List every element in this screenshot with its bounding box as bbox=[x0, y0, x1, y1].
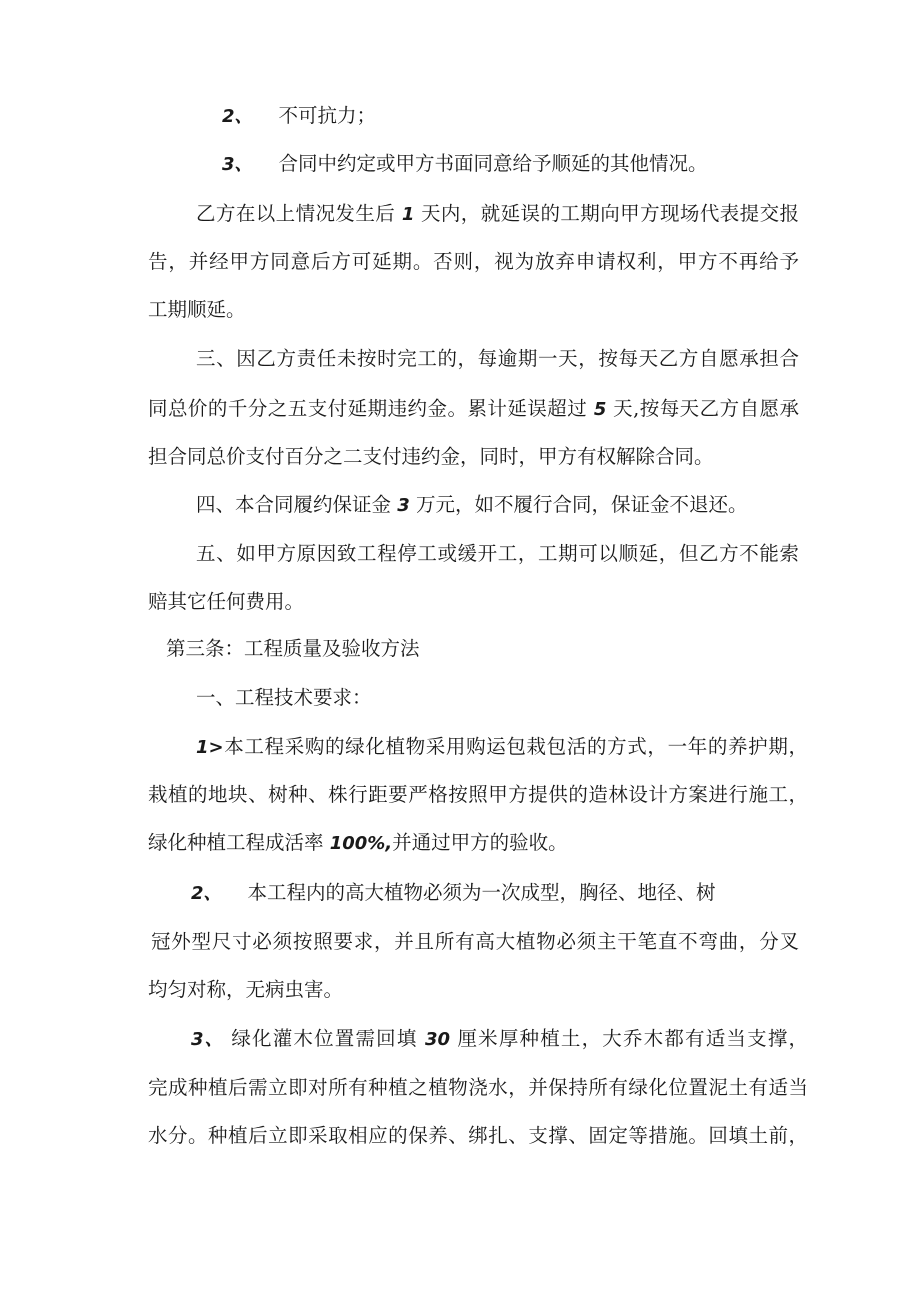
number-run: 5 bbox=[593, 399, 607, 420]
text-run: 万元，如不履行合同，保证金不退还。 bbox=[415, 493, 748, 516]
requirement-2-line-2: 冠外型尺寸必须按照要求，并且所有高大植物必须主干笔直不弯曲，分叉 bbox=[151, 930, 799, 953]
clause-4 bbox=[196, 492, 747, 519]
text-run: 乙方在以上情况发生后 bbox=[196, 202, 396, 225]
number-run: 100%, bbox=[329, 833, 393, 854]
item-number: 3、 bbox=[222, 154, 253, 175]
requirement-3-line-1 bbox=[191, 1026, 808, 1053]
text-run: 同总价的千分之五支付延期违约金。累计延误超过 bbox=[148, 397, 588, 420]
delay-report-line-3: 工期顺延。 bbox=[148, 298, 246, 321]
requirement-2-line-3: 均匀对称，无病虫害。 bbox=[148, 978, 344, 1001]
text-run: 天,按每天乙方自愿承 bbox=[613, 397, 799, 420]
requirement-3-line-3: 水分。种植后立即采取相应的保养、绑扎、支撑、固定等措施。回填土前， bbox=[148, 1124, 808, 1147]
item-number: 2、 bbox=[191, 883, 222, 904]
item-3 bbox=[222, 151, 708, 178]
item-text: 不可抗力； bbox=[278, 104, 377, 127]
text-run: 绿化灌木位置需回填 bbox=[231, 1027, 418, 1050]
clause-3-line-2 bbox=[148, 396, 799, 423]
delay-report-line-2: 告，并经甲方同意后方可延期。否则，视为放弃申请权利，甲方不再给予 bbox=[148, 250, 799, 273]
clause-5-line-1: 五、如甲方原因致工程停工或缓开工，工期可以顺延，但乙方不能索 bbox=[196, 542, 799, 565]
number-run: 3 bbox=[397, 495, 410, 516]
text-run: 本工程采购的绿化植物采用购运包栽包活的方式，一年的养护期， bbox=[223, 735, 808, 758]
text-run: 绿化种植工程成活率 bbox=[148, 831, 324, 854]
delay-report-line-1 bbox=[196, 201, 799, 228]
text-run: 天内，就延误的工期向甲方现场代表提交报 bbox=[420, 202, 799, 225]
number-run: 30 bbox=[424, 1029, 451, 1050]
clause-5-line-2: 赔其它任何费用。 bbox=[148, 590, 305, 613]
tech-requirements-title: 一、工程技术要求： bbox=[196, 686, 372, 709]
text-run: 并通过甲方的验收。 bbox=[392, 831, 568, 854]
article-3-title: 第三条：工程质量及验收方法 bbox=[166, 637, 420, 660]
item-number: 2、 bbox=[222, 106, 253, 127]
number-run: 1 bbox=[401, 204, 415, 225]
requirement-1-line-2: 栽植的地块、树种、株行距要严格按照甲方提供的造林设计方案进行施工， bbox=[148, 783, 808, 806]
item-number: 3、 bbox=[191, 1029, 224, 1050]
text-run: 厘米厚种植土，大乔木都有适当支撑， bbox=[457, 1027, 809, 1050]
requirement-1-line-1 bbox=[196, 734, 808, 761]
clause-3-line-3: 担合同总价支付百分之二支付违约金，同时，甲方有权解除合同。 bbox=[148, 445, 714, 468]
requirement-2-line-1 bbox=[191, 880, 716, 907]
clause-3-line-1: 三、因乙方责任未按时完工的，每逾期一天，按每天乙方自愿承担合 bbox=[196, 347, 799, 370]
requirement-3-line-2: 完成种植后需立即对所有种植之植物浇水，并保持所有绿化位置泥土有适当 bbox=[148, 1076, 808, 1099]
item-2 bbox=[222, 103, 376, 130]
item-number: 1> bbox=[196, 737, 224, 758]
text-run: 四、本合同履约保证金 bbox=[196, 493, 392, 516]
item-text: 合同中约定或甲方书面同意给予顺延的其他情况。 bbox=[278, 152, 708, 175]
text-run: 本工程内的高大植物必须为一次成型，胸径、地径、树 bbox=[247, 881, 716, 904]
requirement-1-line-3 bbox=[148, 830, 568, 857]
